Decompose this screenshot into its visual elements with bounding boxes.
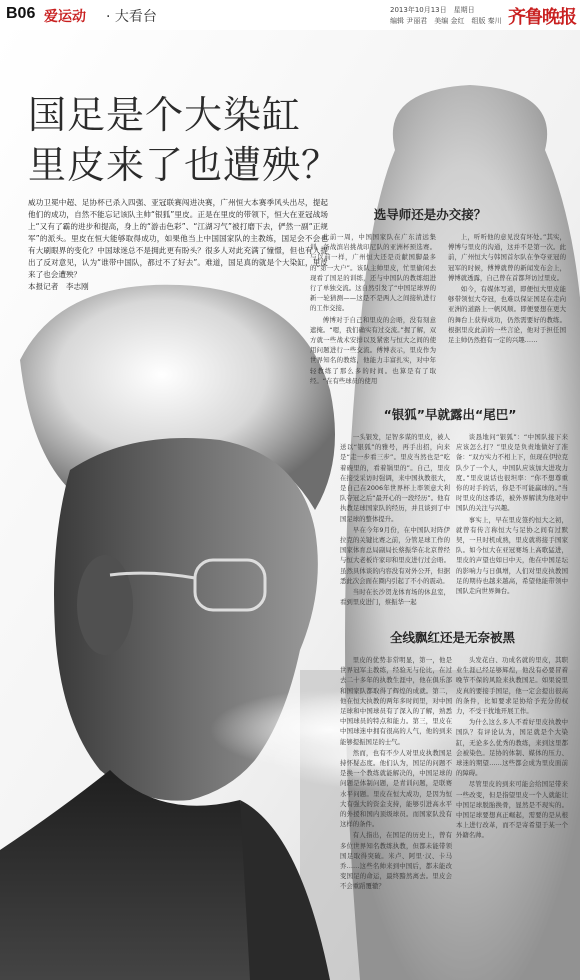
paragraph: 如今，有媒体写道，即便恒大里皮能够带领恒大夺冠，也难以保证国足在走向亚洲的道路上一帆风顺。即便要想在更大的舞台上获得成功，仍然需要好的教练。根据里皮此前的一些言论，他对于担任国足主帅仍然抱有一定的兴趣…… <box>448 285 566 345</box>
paragraph: 头发花白、功成名就的里皮，其职业生涯已经足够辉煌，他没有必要冒着晚节不保的风险来执教国足。如果说里皮真的要接手国足，他一定会提出很高的条件，比如要求足协给予充分的权力，不受干扰地开展工作。 <box>456 656 568 716</box>
paragraph: 一头银发，足智多谋的里皮，被人送以“银狐”的雅号，再手出招，向来是“走一步看三步”。里皮当然也是“吃着碗里的，看着锅里的”。自己，里皮在接受采访时强调，来中国执教很大，是自己在2006年世界杯上率领意大利队夺冠之后“最开心的一段经历”。他有执教足球国家队的经历，并且谈到了中国足球的整体提升。 <box>340 433 450 523</box>
paragraph: 事实上，早在里皮签约恒大之初，就曾有传言称恒大与足协之间有过默契，一旦时机成熟，里皮就将接手国家队。如今恒大在亚冠赛场上高歌猛进，里皮的声望也如日中天，他在中国足坛的影响力与日俱增，人们对里皮执教国足的期待也越来越高，希望他能带领中国队走向世界舞台。 <box>456 515 568 596</box>
lead-paragraph: 威功卫冕中超、足协杯已杀入四强、亚冠联赛闯进决赛，广州恒大本赛季风头出尽，提起他们的成功，自然不能忘记该队主帅“银狐”里皮。正是在里皮的带领下，恒大在亚冠战场上“又有了霸的进步和提高，身上的“游击色彩”、“江湖习气”被打磨下去，俨然一副“正规军”的派头。里皮在恒大能够取得成功，如果他当上中国国家队的主教练，国足会不会也有大刷眼界的变化？中国球迷总不是拥此更有盼头？很多人对此充满了憧憬，但也有人提出了反对意见，认为“谁带中国队，都过不了好去”。难道，国足真的就是个大染缸，里皮来了也会遭殃？ <box>28 198 328 279</box>
paragraph: 傅博对于自己和里皮的会晤，没有刻意遮掩。“嗯，我们确实有过交流。”握了解，双方就一些战术安排以及紧密与恒大之间的使用问题进行一些交流。傅博表示，里皮作为世界知名的教练，他能力丰富扎实，对中年轻教练了那么多的时间。也算是有了取经。“在有些球员的使用 <box>310 315 436 385</box>
paragraph: 谈恳地问“银狐”：“中国队接下来应该怎么打？”里皮是负责地做好了准备：“双方实力不相上下，但现在伊拉克队少了一个人，中国队应该加大进攻力度。”里皮说话也很坦率：“你不想尊重你的对手的话，你是不可能赢球的。”当时里皮的这番话，被外界解读为他对中国队的关注与兴趣。 <box>456 433 568 513</box>
section-1-column-left <box>310 232 436 387</box>
headline-line-1: 国足是个大染缸 <box>28 93 302 137</box>
paragraph: 尽管里皮的到来可能会给国足带来一些改变，但是指望里皮一个人就能让中国足球脱胎换骨，显然是不现实的。中国足球要想真正崛起，需要的是从根本上进行改革，而不是寄希望于某一个外籍名帅。 <box>456 780 568 840</box>
paragraph: 为什么这么多人不看好里皮执教中国队？有评论认为，国足就是个大染缸，无论多么优秀的教练，来到这里都会被染色。足协的体制、媒体的压力、球迷的期望……这些都会成为里皮面前的障碍。 <box>456 718 568 778</box>
paragraph: 此前一周，中国国家队在广东清远集训，备战滨岩挑战印尼队的亚洲杯预选赛。与以前一样，广州恒大还是贡献国脚最多的“第一大户”。该队主帅里皮，忙里偷闲去现看了国足的训练，还与中国队的教练组进行了单独交流。这自然引发了“中国足球界的新一轮猜测——这是不是两人之间接轨进行的工作交接。 <box>310 233 436 313</box>
section-3-column-left <box>340 655 452 893</box>
newspaper-masthead: 齐鲁晚报 <box>508 7 576 28</box>
headline-line-2: 里皮来了也遭殃？ <box>28 143 341 187</box>
paragraph: 然而，也有不少人对里皮执教国足持怀疑态度。他们认为，国足的问题不是换一个教练就能解决的，中国足球的问题是体制问题，是青训问题，是联赛水平问题。里皮在恒大成功，是因为恒大有强大的资金支持，能够引进高水平的外援和国内顶级球员。而国家队没有这样的条件。 <box>340 748 452 829</box>
section-heading-2: “银狐”早就露出“尾巴” <box>383 407 517 422</box>
section-3-column-right <box>456 655 568 842</box>
paragraph: 当时在长沙贺龙体育场的休息室，看到里皮进门，蔡振华一起 <box>340 588 450 607</box>
section-2-column-left <box>340 432 450 608</box>
section-2-column-right <box>456 432 568 597</box>
editor-credits: 编辑 尹丽君 美编 金红 组版 秦川 <box>390 17 502 25</box>
section-name: 爱运动 <box>44 9 86 25</box>
paragraph: 有人指出，在国足的历史上，曾有多位世界知名教练执教，但都未能带领国足取得突破。米卢、阿里·汉、卡马乔……这些名帅来到中国后，都未能改变国足的命运，最终黯然离去。里皮会不会重蹈覆辙？ <box>340 831 452 891</box>
section-heading-3: 全线飘红还是无奈被黑 <box>389 630 515 645</box>
section-heading-1: 选导师还是办交接？ <box>373 207 487 222</box>
paragraph: 上，听听他的意见没有坏处。”其实，傅博与里皮的沟通，这并不是第一次。此前，广州恒大与韩国首尔队在争夺亚冠的冠军的时候，傅博就曾的新闻发布会上，傅博就透露，自己曾在首都拜访过里皮。 <box>448 233 566 282</box>
page-number: B06 <box>6 5 36 22</box>
byline: 本报记者 李志刚 <box>28 282 89 291</box>
paragraph: 早在今年9月份，在中国队对阵伊拉克的关键比赛之前，分管足球工作的国家体育总局副局长蔡振华在北京曾经与恒大老板许家印和里皮进行过会晤。虽然具体谈的内容没有对外公开，但据悉此次会面在圈内引起了不小的震动。 <box>340 525 450 585</box>
issue-date: 2013年10月13日 星期日 <box>390 6 475 14</box>
section-subname: · 大看台 <box>106 9 157 25</box>
paragraph: 里皮的优势非常明显，第一，他是世界冠军主教练，经验无与伦比，在过去二十多年的执教生涯中，他在俱乐部和国家队都取得了辉煌的成就。第二，他在恒大执教的两年多时间里，对中国足球和中国球员有了深入的了解，熟悉中国球员的特点和能力。第三，里皮在中国球迷中拥有很高的人气，他的到来能够提振国足的士气。 <box>340 656 452 746</box>
section-1-column-right <box>448 232 566 346</box>
